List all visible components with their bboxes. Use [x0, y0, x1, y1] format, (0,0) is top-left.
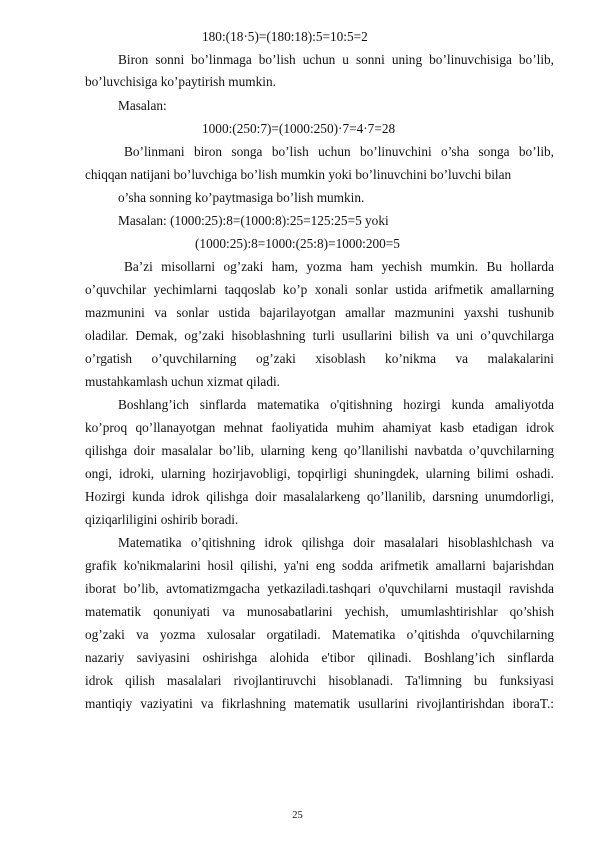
text-line: o’quvchilar yechimlarni taqqoslab ko’p xonali sonlar ustida arifmetik amallarning [85, 282, 554, 297]
text-line: Matematika o’qitishning idrok qilishga doir masalalari hisoblashlchash va [118, 535, 554, 550]
text-line: grafik ko'nikmalarini hosil qilishi, ya'ni eng sodda arifmetik amallarni bajarishdan [85, 558, 554, 573]
text-line: Masalan: [118, 98, 167, 113]
text-line: oladilar. Demak, og’zaki hisoblashning turli usullarini bilish va uni o’quvchilarga [85, 328, 554, 343]
text-line: ko’proq qo’llanayotgan mehnat faoliyatida muhim ahamiyat kasb etadigan idrok [85, 420, 554, 435]
text-line: Boshlang’ich sinflarda matematika o'qitishning hozirgi kunda amaliyotda [118, 397, 554, 412]
text-line: Bo’linmani biron songa bo’lish uchun bo’linuvchini o’sha songa bo’lib, [124, 144, 554, 159]
text-line: o’sha sonning ko’paytmasiga bo’lish mumkin. [118, 190, 365, 205]
text-line: Hozirgi kunda idrok qilishga doir masalalarkeng qo’llanilib, darsning unumdorligi, [85, 489, 554, 504]
text-line: Masalan: (1000:25):8=(1000:8):25=125:25=5 yoki [118, 213, 389, 228]
text-line: iborat bo’lib, avtomatizmgacha yetkaziladi.tashqari o'quvchilarni mustaqil ravishda [85, 581, 554, 596]
text-line: qiziqarliligini oshirib boradi. [85, 512, 239, 527]
text-line: matematik qonuniyati va munosabatlarini yechish, umumlashtirishlar qo’shish [85, 604, 554, 619]
text-line: bo’luvchisiga ko’paytirish mumkin. [85, 74, 276, 89]
formula-line: (1000:25):8=1000:(25:8)=1000:200=5 [195, 236, 400, 251]
text-line: idrok qilish masalalari rivojlantiruvchi hisoblanadi. Ta'limning bu funksiyasi [85, 673, 554, 688]
text-line: Biron sonni bo’linmaga bo’lish uchun u sonni uning bo’linuvchisiga bo’lib, [118, 52, 554, 67]
formula-line: 1000:(250:7)=(1000:250)·7=4·7=28 [202, 121, 396, 136]
text-line: o’rgatish o’quvchilarning og’zaki xisoblash ko’nikma va malakalarini [85, 351, 554, 366]
page-number: 25 [292, 810, 303, 821]
text-line: ongi, idroki, ularning hozirjavobligi, topqirligi shuningdek, ularning bilimi oshadi. [85, 466, 554, 481]
text-line: Ba’zi misollarni og’zaki ham, yozma ham yechish mumkin. Bu hollarda [124, 259, 554, 274]
formula-line: 180:(18·5)=(180:18):5=10:5=2 [202, 29, 368, 44]
text-line: mantiqiy vaziyatini va fikrlashning matematik usullarini rivojlantirishdan iboraT.: [85, 696, 554, 711]
text-line: og’zaki va yozma xulosalar orgatiladi. Matematika o’qitishda o'quvchilarning [85, 627, 554, 642]
text-line: mazmunini va sonlar ustida bajarilayotgan amallar mazmunini yaxshi tushunib [85, 305, 554, 320]
text-line: chiqqan natijani bo’luvchiga bo’lish mumkin yoki bo’linuvchini bo’luvchi bilan [85, 167, 512, 182]
text-line: qilishga doir masalalar bo’lib, ularning keng qo’llanilishi navbatda o’quvchilarning [85, 443, 554, 458]
text-line: nazariy saviyasini oshirishga alohida e'tibor qilinadi. Boshlang’ich sinflarda [85, 650, 554, 665]
text-line: mustahkamlash uchun xizmat qiladi. [85, 374, 280, 389]
